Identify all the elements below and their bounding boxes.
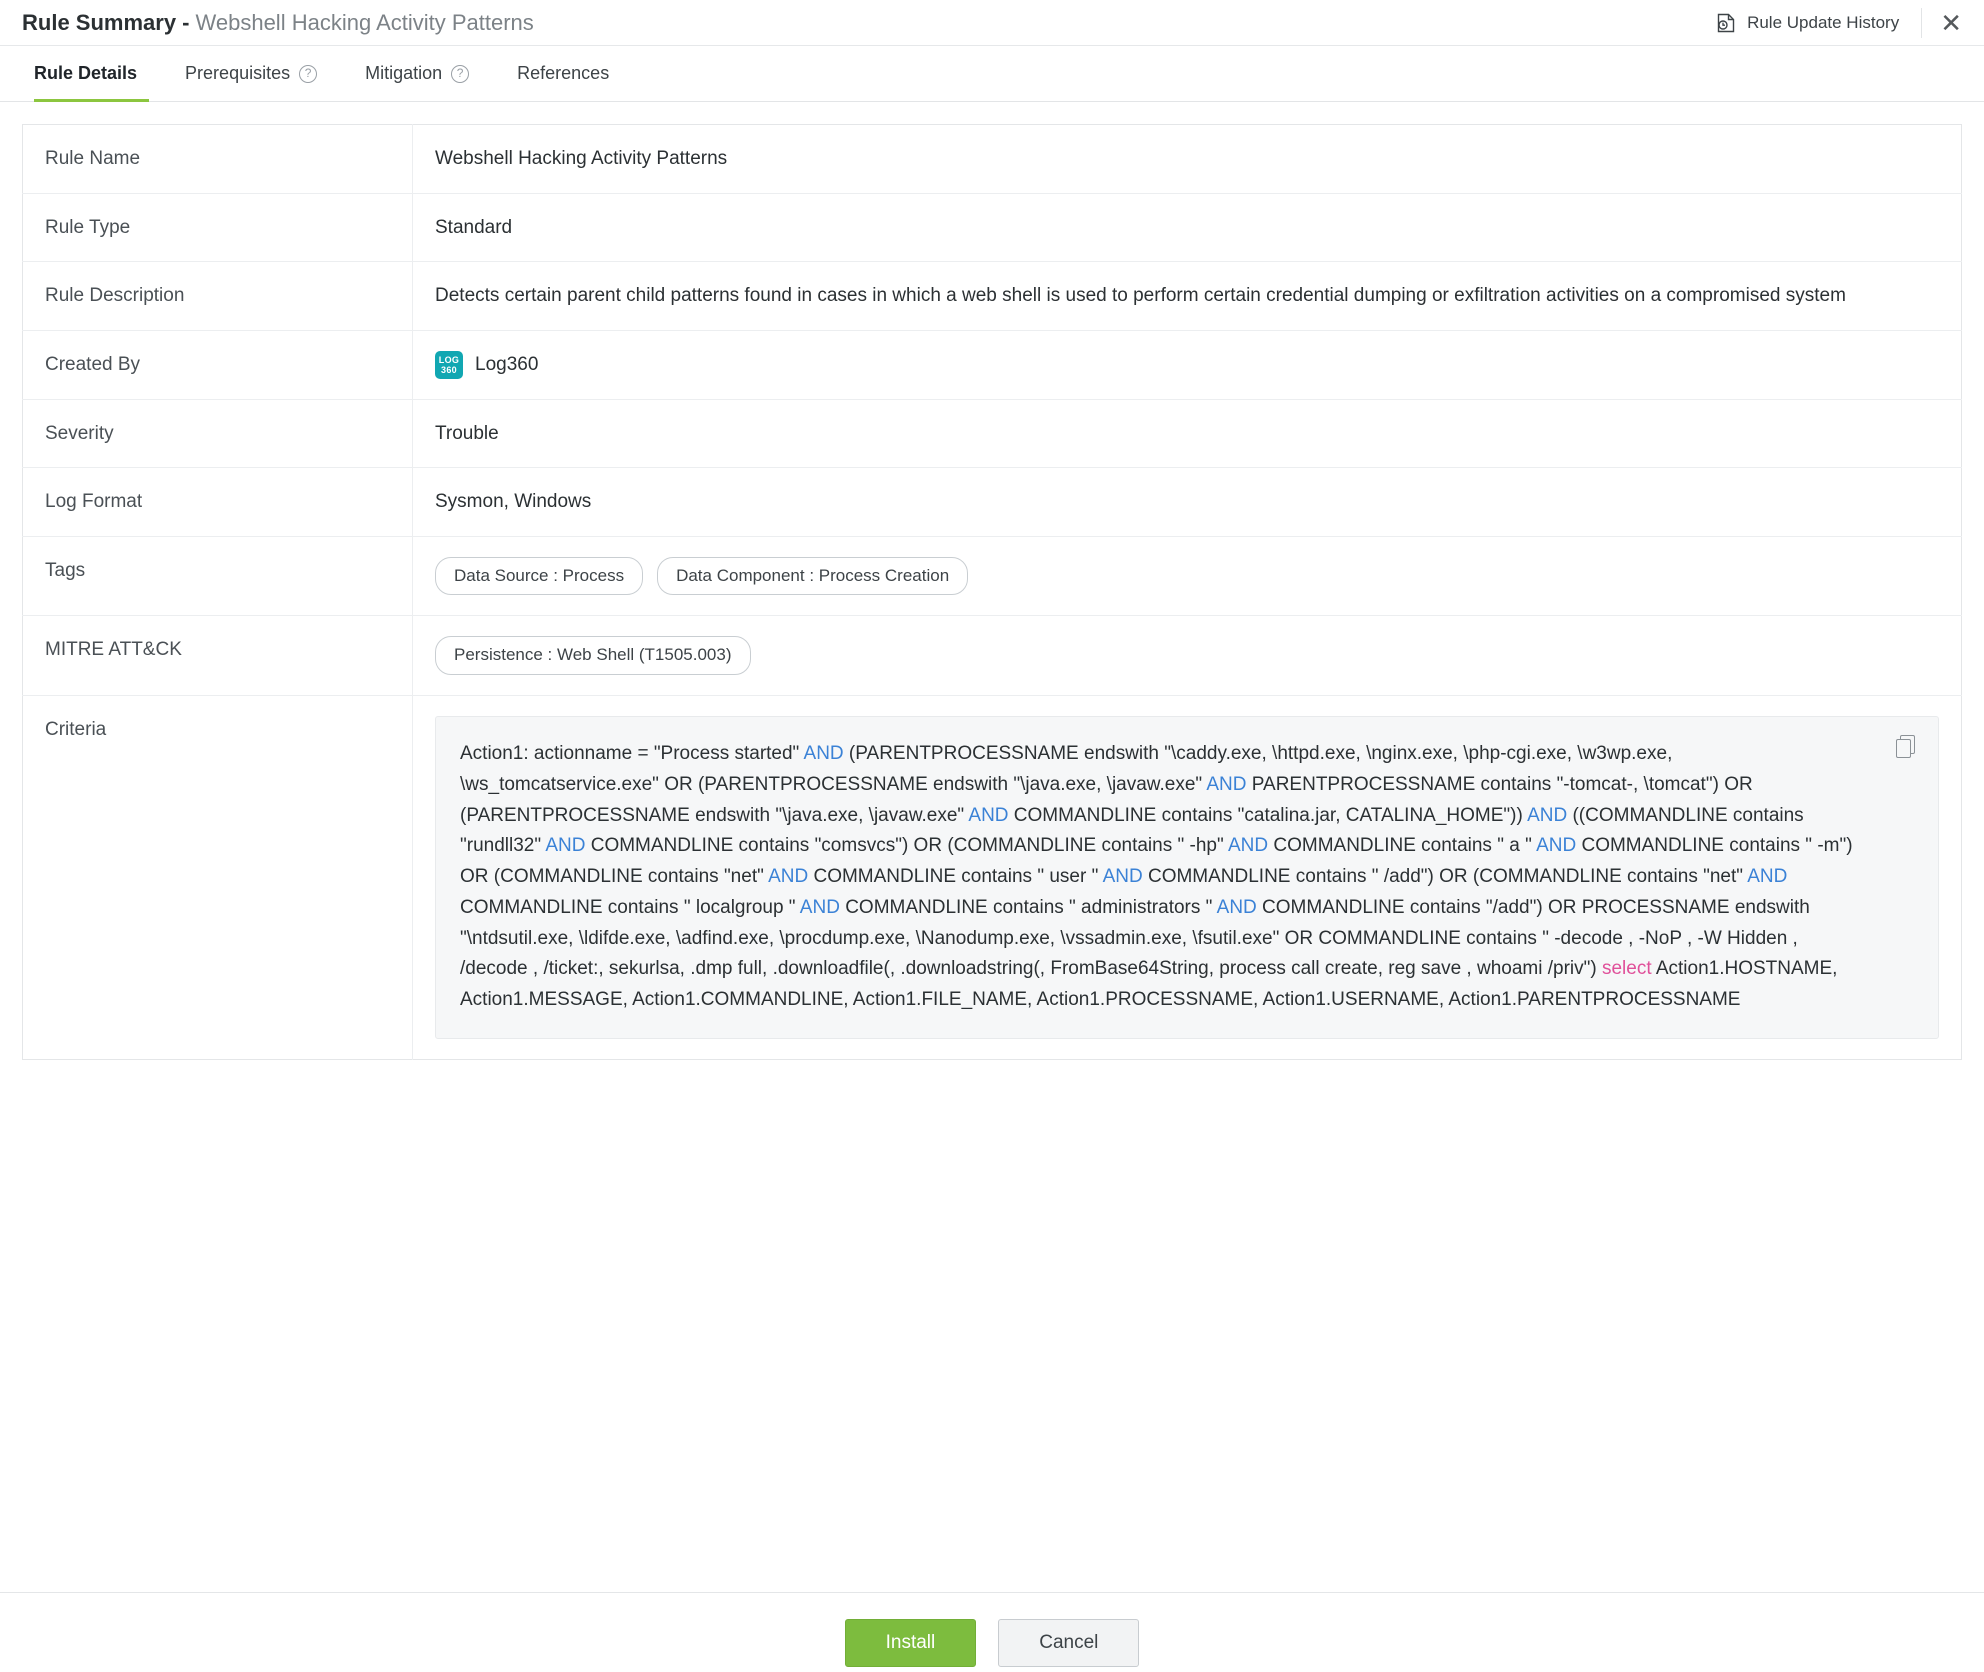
table-row	[23, 125, 1962, 194]
tags-value-cell	[413, 536, 1962, 616]
tags-label: Tags	[23, 536, 413, 616]
page-subtitle: Webshell Hacking Activity Patterns	[195, 9, 534, 35]
table-row	[23, 616, 1962, 696]
log-format-value: Sysmon, Windows	[413, 468, 1962, 537]
tag-chip[interactable]: Data Source : Process	[435, 557, 643, 596]
rule-details-table	[22, 124, 1962, 1060]
help-icon[interactable]: ?	[299, 65, 317, 83]
log-format-label: Log Format	[23, 468, 413, 537]
table-row	[23, 193, 1962, 262]
mitre-attack-label: MITRE ATT&CK	[23, 616, 413, 696]
table-row	[23, 468, 1962, 537]
page-title: Rule Summary -	[22, 9, 190, 35]
created-by-label: Created By	[23, 330, 413, 399]
tab-rule-details-label: Rule Details	[34, 63, 138, 83]
rule-name-label: Rule Name	[23, 125, 413, 194]
table-row	[23, 536, 1962, 616]
rule-type-value: Standard	[413, 193, 1962, 262]
install-button[interactable]: Install	[845, 1619, 977, 1667]
table-row	[23, 262, 1962, 331]
rule-update-history-label: Rule Update History	[1747, 12, 1900, 32]
severity-label: Severity	[23, 399, 413, 468]
tab-references-label: References	[517, 63, 610, 83]
created-by-value: Log360	[475, 353, 539, 375]
rule-name-value: Webshell Hacking Activity Patterns	[413, 125, 1962, 194]
dialog-footer	[0, 1592, 1984, 1672]
rule-description-value: Detects certain parent child patterns found in cases in which a web shell is used to perform certain credential dumping or exfiltration activities on a compromised system	[413, 262, 1962, 331]
tab-prerequisites-label: Prerequisites	[185, 63, 291, 83]
created-by-value-cell	[413, 330, 1962, 399]
rule-description-label: Rule Description	[23, 262, 413, 331]
header-actions	[1715, 8, 1962, 38]
rule-update-history-button[interactable]	[1715, 12, 1899, 34]
rule-type-label: Rule Type	[23, 193, 413, 262]
tab-prerequisites[interactable]	[161, 46, 341, 101]
criteria-query-text: Action1: actionname = "Process started" AND (PARENTPROCESSNAME endswith "\caddy.exe, \httpd.exe, \nginx.exe, \php-cgi.exe, \w3wp.exe, \ws_tomcatservice.exe" OR (PARENTPROCESSNAME endswith "\java.exe, \javaw.exe" AND PARENTPROCESSNAME contains "-tomcat-, \tomcat") OR (PARENTPROCESSNAME endswith "\java.exe, \javaw.exe" AND COMMANDLINE contains "catalina.jar, CATALINA_HOME")) AND ((COMMANDLINE contains "rundll32" AND COMMANDLINE contains "comsvcs") OR (COMMANDLINE contains " -hp" AND COMMANDLINE contains " a " AND COMMANDLINE contains " -m") OR (COMMANDLINE contains "net" AND COMMANDLINE contains " user " AND COMMANDLINE contains " /add") OR (COMMANDLINE contains "net" AND COMMANDLINE contains " localgroup " AND COMMANDLINE contains " administrators " AND COMMANDLINE contains "/add") OR PROCESSNAME endswith "\ntdsutil.exe, \ldifde.exe, \adfind.exe, \procdump.exe, \Nanodump.exe, \vssadmin.exe, \fsutil.exe" OR COMMANDLINE contains " -decode , -NoP , -W Hidden , /decode , /ticket:, sekurlsa, .dmp full, .downloadfile(, .downloadstring(, FromBase64String, process call create, reg save , whoami /priv") select Action1.HOSTNAME, Action1.MESSAGE, Action1.COMMANDLINE, Action1.FILE_NAME, Action1.PROCESSNAME, Action1.USERNAME, Action1.PARENTPROCESSNAME	[460, 743, 1853, 1011]
table-row	[23, 696, 1962, 1060]
dialog-header	[0, 0, 1984, 46]
table-row	[23, 399, 1962, 468]
help-icon[interactable]: ?	[451, 65, 469, 83]
rule-details-panel	[0, 102, 1984, 1672]
close-icon[interactable]: ✕	[1921, 8, 1962, 38]
tab-bar	[0, 46, 1984, 102]
criteria-value-cell	[413, 696, 1962, 1060]
table-row	[23, 330, 1962, 399]
mitre-attack-value-cell	[413, 616, 1962, 696]
history-icon	[1715, 12, 1737, 34]
tab-references[interactable]	[493, 46, 633, 101]
tag-chip[interactable]: Data Component : Process Creation	[657, 557, 968, 596]
cancel-button[interactable]: Cancel	[998, 1619, 1139, 1667]
tab-mitigation[interactable]	[341, 46, 493, 101]
log360-logo-icon: LOG 360	[435, 351, 463, 379]
mitre-tag-chip[interactable]: Persistence : Web Shell (T1505.003)	[435, 636, 751, 675]
tab-rule-details[interactable]	[22, 46, 161, 101]
criteria-query-box	[435, 716, 1939, 1039]
criteria-label: Criteria	[23, 696, 413, 1060]
tab-mitigation-label: Mitigation	[365, 63, 443, 83]
copy-icon[interactable]	[1896, 735, 1918, 759]
severity-value: Trouble	[413, 399, 1962, 468]
